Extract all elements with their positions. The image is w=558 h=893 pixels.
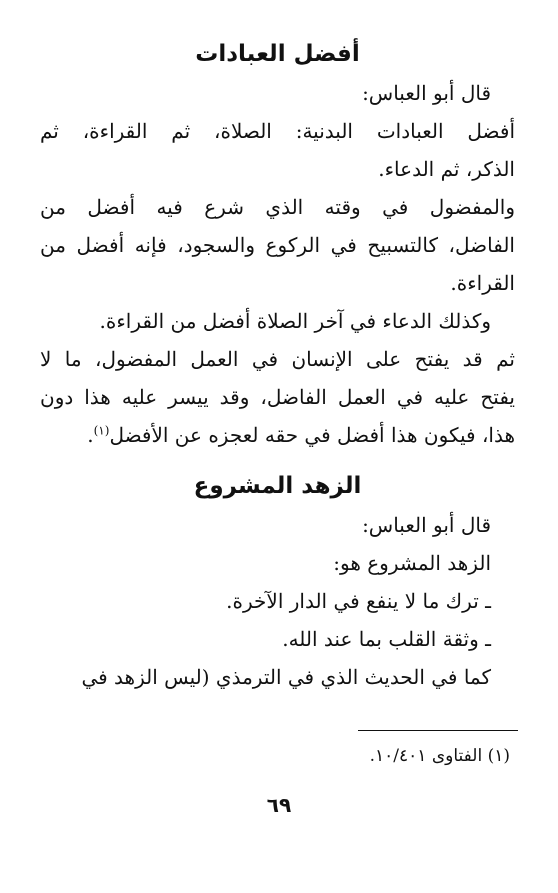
paragraph-4-line-3 [40,416,515,454]
paragraph-2-line-3: القراءة. [450,271,515,295]
footnote: (١) الفتاوى ١٠/٤٠١. [369,746,510,766]
footnote-reference: (١) [93,423,110,438]
section-title-lawful-asceticism: الزهد المشروع [193,473,362,499]
paragraph-3-line-1: وكذلك الدعاء في آخر الصلاة أفضل من القراءة. [99,309,491,333]
paragraph-1-line-1: أفضل العبادات البدنية: الصلاة، ثم القراءة، ثم [40,119,515,143]
section-2-item-1: ـ ترك ما لا ينفع في الدار الآخرة. [226,589,491,613]
section-2-line-1: الزهد المشروع هو: [333,551,491,575]
speaker-line [40,74,515,112]
page-body [40,30,515,696]
paragraph-4-line-1: ثم قد يفتح على الإنسان في العمل المفضول، ما لا [40,347,515,371]
paragraph-1 [40,112,515,188]
paragraph-1-line-2: الذكر، ثم الدعاء. [378,157,515,181]
section-2-body [40,506,515,696]
section-2-speaker: قال أبو العباس: [362,513,491,537]
section-2-last-line: كما في الحديث الذي في الترمذي (ليس الزهد في [81,665,491,689]
footnote-divider [358,730,518,731]
paragraph-4 [40,340,515,454]
section-title-best-worship: أفضل العبادات [195,41,360,67]
speaker-text: قال أبو العباس: [362,81,491,105]
paragraph-2-line-1: والمفضول في وقته الذي شرع فيه أفضل من [40,195,515,219]
paragraph-3 [40,302,515,340]
paragraph-4-line-2: يفتح عليه في العمل الفاضل، وقد ييسر عليه هذا دون [40,385,516,409]
paragraph-4-line-3-end: . [87,423,94,447]
paragraph-2-line-2: الفاضل، كالتسبيح في الركوع والسجود، فإنه أفضل من [40,233,515,257]
paragraph-4-line-3-text: هذا، فيكون هذا أفضل في حقه لعجزه عن الأفضل [109,423,515,447]
page-number: ٦٩ [266,793,292,817]
paragraph-2 [40,188,515,302]
section-2-item-2: ـ وثقة القلب بما عند الله. [282,627,491,651]
